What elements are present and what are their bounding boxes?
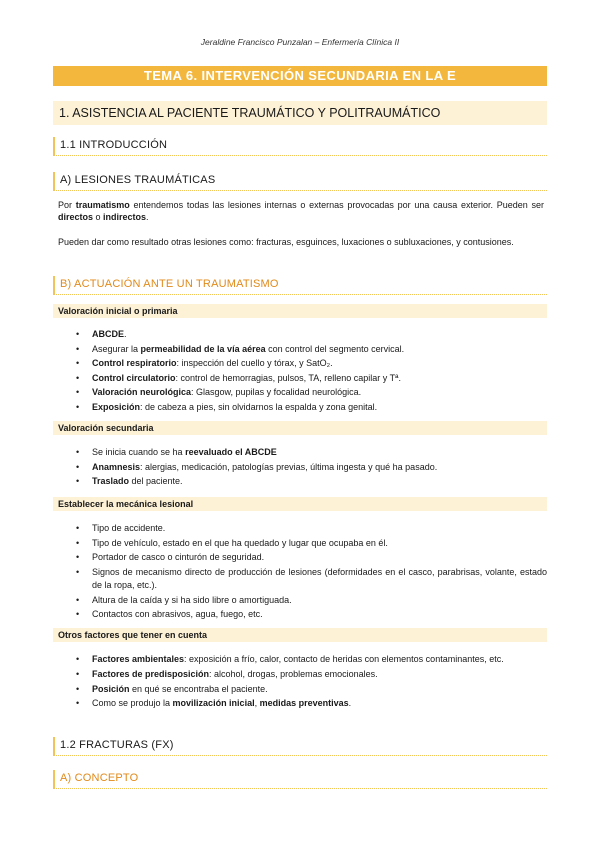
paragraph-traumatismo: Por traumatismo entendemos todas las lesiones internas o externas provocadas por una causa exterior. Pueden ser directos o indirectos. — [58, 200, 544, 222]
list-inicial — [0, 327, 600, 414]
list-secundaria — [0, 445, 600, 489]
heading-concepto: A) CONCEPTO — [53, 770, 547, 789]
list-item: • Tipo de accidente. — [76, 523, 166, 533]
list-item: • Control circulatorio: control de hemorragias, pulsos, TA, relleno capilar y Tª. — [76, 372, 401, 383]
section-heading: 1. ASISTENCIA AL PACIENTE TRAUMÁTICO Y POLITRAUMÁTICO — [53, 101, 547, 125]
paragraph-lesiones: Pueden dar como resultado otras lesiones como: fracturas, esguinces, luxaciones o subluxaciones, y contusiones. — [58, 237, 514, 247]
list-otros — [0, 653, 600, 711]
minor-heading-secundaria: Valoración secundaria — [53, 421, 547, 435]
list-mecanica — [0, 521, 600, 622]
subsection-intro: 1.1 INTRODUCCIÓN — [53, 137, 547, 156]
list-item: • Control respiratorio: inspección del cuello y tórax, y SatO₂. — [76, 358, 333, 368]
list-item: • Contactos con abrasivos, agua, fuego, etc. — [76, 609, 263, 619]
minor-heading-inicial: Valoración inicial o primaria — [53, 304, 547, 318]
list-item: • Signos de mecanismo directo de producción de lesiones (deformidades en el casco, parabrisas, volante, estado de la ropa, etc.). — [76, 566, 547, 590]
list-item: • Altura de la caída y si ha sido libre o amortiguada. — [76, 594, 292, 605]
list-item: • Valoración neurológica: Glasgow, pupilas y focalidad neurológica. — [76, 387, 362, 397]
list-item: • Factores ambientales: exposición a frío, calor, contacto de heridas con elementos contaminantes, etc. — [76, 654, 504, 664]
header-note: Jeraldine Francisco Punzalan – Enfermería Clínica II — [200, 37, 400, 47]
list-item: • Anamnesis: alergias, medicación, patologías previas, última ingesta y qué ha pasado. — [76, 461, 438, 472]
list-item: • ABCDE. — [76, 329, 127, 339]
list-item: • Factores de predisposición: alcohol, drogas, problemas emocionales. — [76, 669, 378, 679]
list-item: • Tipo de vehículo, estado en el que ha quedado y lugar que ocupaba en él. — [76, 537, 388, 548]
list-item: • Como se produjo la movilización inicial, medidas preventivas. — [76, 698, 352, 708]
heading-actuacion: B) ACTUACIÓN ANTE UN TRAUMATISMO — [53, 276, 547, 295]
list-item: • Posición en qué se encontraba el paciente. — [76, 683, 268, 694]
list-item: • Asegurar la permeabilidad de la vía aérea con control del segmento cervical. — [76, 343, 405, 354]
subsection-fracturas: 1.2 FRACTURAS (FX) — [53, 737, 547, 756]
list-item: • Exposición: de cabeza a pies, sin olvidarnos la espalda y zona genital. — [76, 401, 378, 412]
minor-heading-mecanica: Establecer la mecánica lesional — [53, 497, 547, 511]
minor-heading-otros: Otros factores que tener en cuenta — [53, 628, 547, 642]
list-item: • Portador de casco o cinturón de seguridad. — [76, 552, 265, 562]
heading-lesiones: A) LESIONES TRAUMÁTICAS — [53, 172, 547, 191]
list-item: • Se inicia cuando se ha reevaluado el ABCDE — [76, 447, 277, 457]
list-item: • Traslado del paciente. — [76, 476, 183, 486]
tema-title: TEMA 6. INTERVENCIÓN SECUNDARIA EN LA E — [53, 66, 547, 86]
